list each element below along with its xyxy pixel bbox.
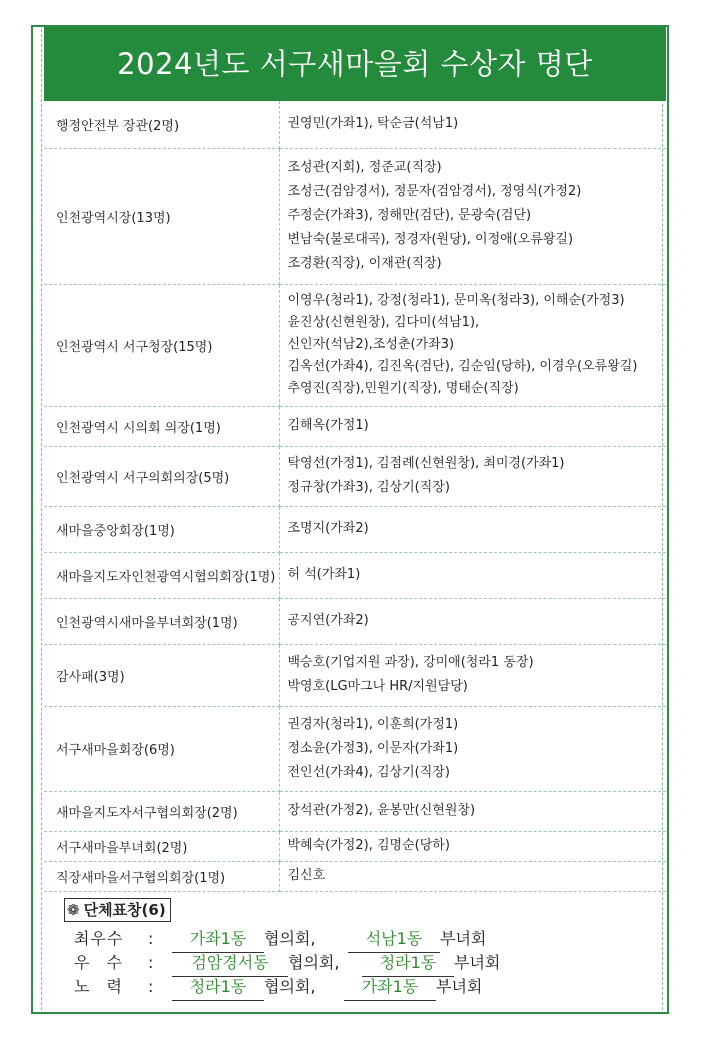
name-line: 공지연(가좌2) [287,613,369,628]
flower-icon: ❁ [67,901,80,919]
award-category: 서구새마을회장(6명) [44,706,279,791]
council-dong: 검암경서동 [172,950,288,977]
award-names [279,446,666,506]
name-line: 전인선(가좌4), 김상기(직장) [287,764,450,780]
group-award-row [74,950,500,976]
group-award-row [74,926,486,952]
council-suffix: 협의회, [288,953,340,972]
award-category: 행정안전부 장관(2명) [44,101,279,148]
award-category: 인천광역시 서구청장(15명) [44,284,279,406]
council-suffix: 협의회, [264,929,316,948]
award-names [279,506,666,552]
women-suffix: 부녀회 [440,929,487,948]
award-category: 감사패(3명) [44,644,279,706]
award-grade: 노 력 [74,977,128,996]
page-title: 2024년도 서구새마을회 수상자 명단 [44,27,666,101]
name-line: 조성관(지회), 정준교(직장) [287,160,442,175]
name-line: 장석관(가정2), 윤봉만(신현원창) [287,803,476,818]
name-line: 김옥선(가좌4), 김진옥(검단), 김순임(당하), 이경우(오류왕길) [287,359,638,374]
women-dong: 가좌1동 [344,974,436,1001]
name-line: 신인자(석남2),조성춘(가좌3) [287,337,455,352]
name-line: 탁영선(가정1), 김점례(신현원창), 최미경(가좌1) [287,456,565,471]
name-line: 김신호 [287,868,326,883]
award-names [279,706,666,791]
award-names [279,644,666,706]
name-line: 정규창(가좌3), 김상기(직장) [287,480,450,495]
award-names [279,284,666,406]
name-line: 윤진상(신현원창), 김다미(석남1), [287,315,480,330]
group-awards-title [64,898,171,922]
table-row [44,791,666,831]
name-line: 주정순(가좌3), 정해만(검단), 문광숙(검단) [287,208,532,223]
award-category: 새마을지도자서구협의회장(2명) [44,791,279,831]
group-award-row [74,974,482,1000]
name-line: 정소윤(가정3), 이문자(가좌1) [287,740,459,756]
council-dong: 가좌1동 [172,926,264,953]
name-line: 권영민(가좌1), 탁순금(석남1) [287,116,459,132]
award-category: 새마을중앙회장(1명) [44,506,279,552]
awards-table [44,101,666,892]
award-category: 직장새마을서구협의회장(1명) [44,861,279,891]
group-awards-section [44,886,666,1010]
women-dong: 청라1동 [362,950,454,977]
colon: : [148,953,154,972]
table-row [44,506,666,552]
name-line: 이영우(청라1), 강정(청라1), 문미옥(청라3), 이해순(가정3) [287,293,625,308]
table-row [44,446,666,506]
council-suffix: 협의회, [264,977,316,996]
award-category: 인천광역시새마을부녀회장(1명) [44,598,279,644]
council-dong: 청라1동 [172,974,264,1001]
award-grade: 최우수 [74,929,124,948]
name-line: 박혜숙(가정2), 김명순(당하) [287,838,450,853]
table-row [44,644,666,706]
award-names [279,831,666,861]
table-row [44,552,666,598]
name-line: 김해옥(가정1) [287,418,369,433]
table-row [44,101,666,148]
name-line: 추영진(직장),민원기(직장), 명태순(직장) [287,381,519,396]
name-line: 허 석(가좌1) [287,567,361,582]
name-line: 박영호(LG마그나 HR/지원담당) [287,679,468,694]
women-suffix: 부녀회 [454,953,501,972]
award-names [279,406,666,446]
name-line: 변남숙(불로대곡), 정경자(원당), 이정애(오류왕길) [287,232,574,247]
award-names [279,552,666,598]
award-names [279,101,666,148]
name-line: 백승호(기업지원 과장), 강미애(청라1 동장) [287,655,534,670]
colon: : [148,929,154,948]
award-category: 서구새마을부녀회(2명) [44,831,279,861]
women-dong: 석남1동 [348,926,440,953]
name-line: 권경자(청라1), 이훈희(가정1) [287,716,459,732]
table-row [44,598,666,644]
colon: : [148,977,154,996]
award-category: 새마을지도자인천광역시협의회장(1명) [44,552,279,598]
name-line: 조명지(가좌2) [287,521,369,536]
table-row [44,831,666,861]
name-line: 조성근(검암경서), 정문자(검암경서), 정영식(가정2) [287,184,582,199]
group-awards-title-text: 단체표창(6) [83,901,166,919]
table-row [44,284,666,406]
award-names [279,148,666,284]
award-category: 인천광역시 서구의회의장(5명) [44,446,279,506]
table-row [44,406,666,446]
award-category: 인천광역시 시의회 의장(1명) [44,406,279,446]
table-row [44,148,666,284]
table-row [44,706,666,791]
name-line: 조경환(직장), 이재관(직장) [287,256,442,271]
award-names [279,598,666,644]
award-names [279,791,666,831]
award-category: 인천광역시장(13명) [44,148,279,284]
award-grade: 우 수 [74,953,128,972]
women-suffix: 부녀회 [436,977,483,996]
